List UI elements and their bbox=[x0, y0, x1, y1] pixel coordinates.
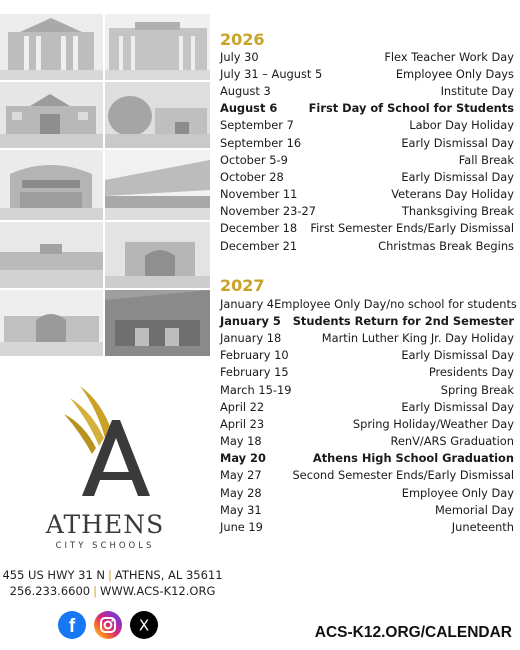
event-date: January 4 bbox=[220, 296, 275, 311]
event-date: May 28 bbox=[220, 485, 262, 500]
event-date: June 19 bbox=[220, 520, 263, 535]
list-item bbox=[220, 168, 514, 185]
event-date: November 23-27 bbox=[220, 204, 316, 219]
school-photo bbox=[105, 14, 210, 80]
list-item bbox=[220, 415, 514, 432]
event-date: September 16 bbox=[220, 135, 302, 150]
event-date: October 28 bbox=[220, 169, 284, 184]
event-name: Early Dismissal Day bbox=[401, 169, 514, 184]
event-name: Spring Holiday/Weather Day bbox=[352, 416, 514, 431]
event-date: February 15 bbox=[220, 365, 289, 380]
school-photo bbox=[105, 82, 210, 148]
school-photo bbox=[0, 14, 103, 80]
svg-text:X: X bbox=[138, 616, 150, 635]
event-name: Early Dismissal Day bbox=[401, 135, 514, 150]
social-links bbox=[58, 611, 158, 639]
school-photo bbox=[0, 150, 103, 220]
event-date: August 3 bbox=[220, 83, 271, 98]
event-date: May 31 bbox=[220, 502, 262, 517]
school-photo bbox=[105, 290, 210, 356]
event-date: September 7 bbox=[220, 118, 294, 133]
list-item bbox=[220, 186, 514, 203]
brand-subtitle: CITY SCHOOLS bbox=[55, 541, 155, 551]
event-date: January 18 bbox=[220, 330, 282, 345]
event-date: April 23 bbox=[220, 416, 265, 431]
list-item bbox=[220, 312, 514, 329]
school-photo bbox=[0, 82, 103, 148]
event-date: December 21 bbox=[220, 238, 298, 253]
event-name: Employee Only Day/no school for students bbox=[274, 296, 517, 311]
school-photo bbox=[105, 150, 210, 220]
event-name: Athens High School Graduation bbox=[312, 451, 514, 466]
event-date: November 11 bbox=[220, 187, 298, 202]
event-name: First Semester Ends/Early Dismissal bbox=[310, 221, 514, 236]
event-name: Veterans Day Holiday bbox=[391, 187, 514, 202]
year-heading-2026: 2026 bbox=[220, 30, 265, 49]
event-list-2027 bbox=[220, 295, 517, 536]
instagram-icon[interactable] bbox=[94, 611, 122, 639]
website-link[interactable]: WWW.ACS-K12.ORG bbox=[99, 584, 216, 598]
list-item bbox=[220, 48, 514, 65]
list-item bbox=[220, 484, 514, 501]
list-item bbox=[220, 65, 514, 82]
street-address: 455 US HWY 31 N bbox=[2, 568, 106, 582]
list-item bbox=[220, 364, 514, 381]
event-name: Juneteenth bbox=[451, 520, 514, 535]
list-item bbox=[220, 237, 514, 254]
event-name: Second Semester Ends/Early Dismissal bbox=[292, 468, 514, 483]
list-item bbox=[220, 518, 514, 535]
school-photo bbox=[105, 222, 210, 288]
facebook-icon[interactable] bbox=[58, 611, 86, 639]
event-name: Memorial Day bbox=[434, 502, 514, 517]
list-item bbox=[220, 100, 514, 117]
svg-text:f: f bbox=[68, 616, 76, 637]
event-name: Christmas Break Begins bbox=[378, 238, 514, 253]
event-name: Early Dismissal Day bbox=[401, 399, 514, 414]
event-name: Labor Day Holiday bbox=[409, 118, 514, 133]
event-name: Early Dismissal Day bbox=[401, 348, 514, 363]
event-date: July 31 – August 5 bbox=[220, 66, 323, 81]
list-item bbox=[220, 381, 514, 398]
event-date: May 27 bbox=[220, 468, 262, 483]
calendar-url-link[interactable]: ACS-K12.ORG/CALENDAR bbox=[314, 624, 512, 641]
event-name: Martin Luther King Jr. Day Holiday bbox=[321, 330, 514, 345]
list-item bbox=[220, 501, 514, 518]
city-address: ATHENS, AL 35611 bbox=[114, 568, 223, 582]
event-date: March 15-19 bbox=[220, 382, 292, 397]
event-date: October 5-9 bbox=[220, 152, 288, 167]
event-date: April 22 bbox=[220, 399, 265, 414]
list-item bbox=[220, 329, 514, 346]
list-item bbox=[220, 433, 514, 450]
list-item bbox=[220, 220, 514, 237]
event-date: December 18 bbox=[220, 221, 298, 236]
school-photo bbox=[0, 290, 103, 356]
event-name: Fall Break bbox=[458, 152, 514, 167]
event-name: Thanksgiving Break bbox=[401, 204, 514, 219]
event-name: Presidents Day bbox=[428, 365, 514, 380]
athens-logo-mark bbox=[62, 380, 162, 498]
list-item bbox=[220, 450, 514, 467]
list-item bbox=[220, 295, 517, 312]
separator: | bbox=[108, 568, 112, 582]
event-date: July 30 bbox=[220, 49, 259, 64]
list-item bbox=[220, 134, 514, 151]
event-name: Employee Only Days bbox=[395, 66, 514, 81]
year-heading-2027: 2027 bbox=[220, 276, 265, 295]
list-item bbox=[220, 203, 514, 220]
event-date: August 6 bbox=[220, 101, 278, 116]
event-name: First Day of School for Students bbox=[308, 101, 514, 116]
event-date: May 20 bbox=[220, 451, 266, 466]
separator: | bbox=[93, 584, 97, 598]
x-icon[interactable] bbox=[130, 611, 158, 639]
list-item bbox=[220, 82, 514, 99]
event-date: May 18 bbox=[220, 434, 262, 449]
event-date: February 10 bbox=[220, 348, 289, 363]
event-name: Employee Only Day bbox=[401, 485, 514, 500]
list-item bbox=[220, 467, 514, 484]
school-photo-collage bbox=[0, 14, 210, 356]
list-item bbox=[220, 151, 514, 168]
event-name: Flex Teacher Work Day bbox=[384, 49, 514, 64]
event-list-2026 bbox=[220, 48, 514, 254]
event-name: RenV/ARS Graduation bbox=[390, 434, 514, 449]
event-name: Students Return for 2nd Semester bbox=[292, 313, 514, 328]
list-item bbox=[220, 398, 514, 415]
contact-line bbox=[0, 584, 225, 598]
event-name: Institute Day bbox=[440, 83, 514, 98]
phone-number: 256.233.6600 bbox=[9, 584, 91, 598]
event-name: Spring Break bbox=[440, 382, 514, 397]
school-photo bbox=[0, 222, 103, 288]
brand-name: ATHENS bbox=[45, 510, 165, 539]
event-date: January 5 bbox=[220, 313, 281, 328]
address-line bbox=[0, 568, 225, 582]
list-item bbox=[220, 117, 514, 134]
list-item bbox=[220, 347, 514, 364]
